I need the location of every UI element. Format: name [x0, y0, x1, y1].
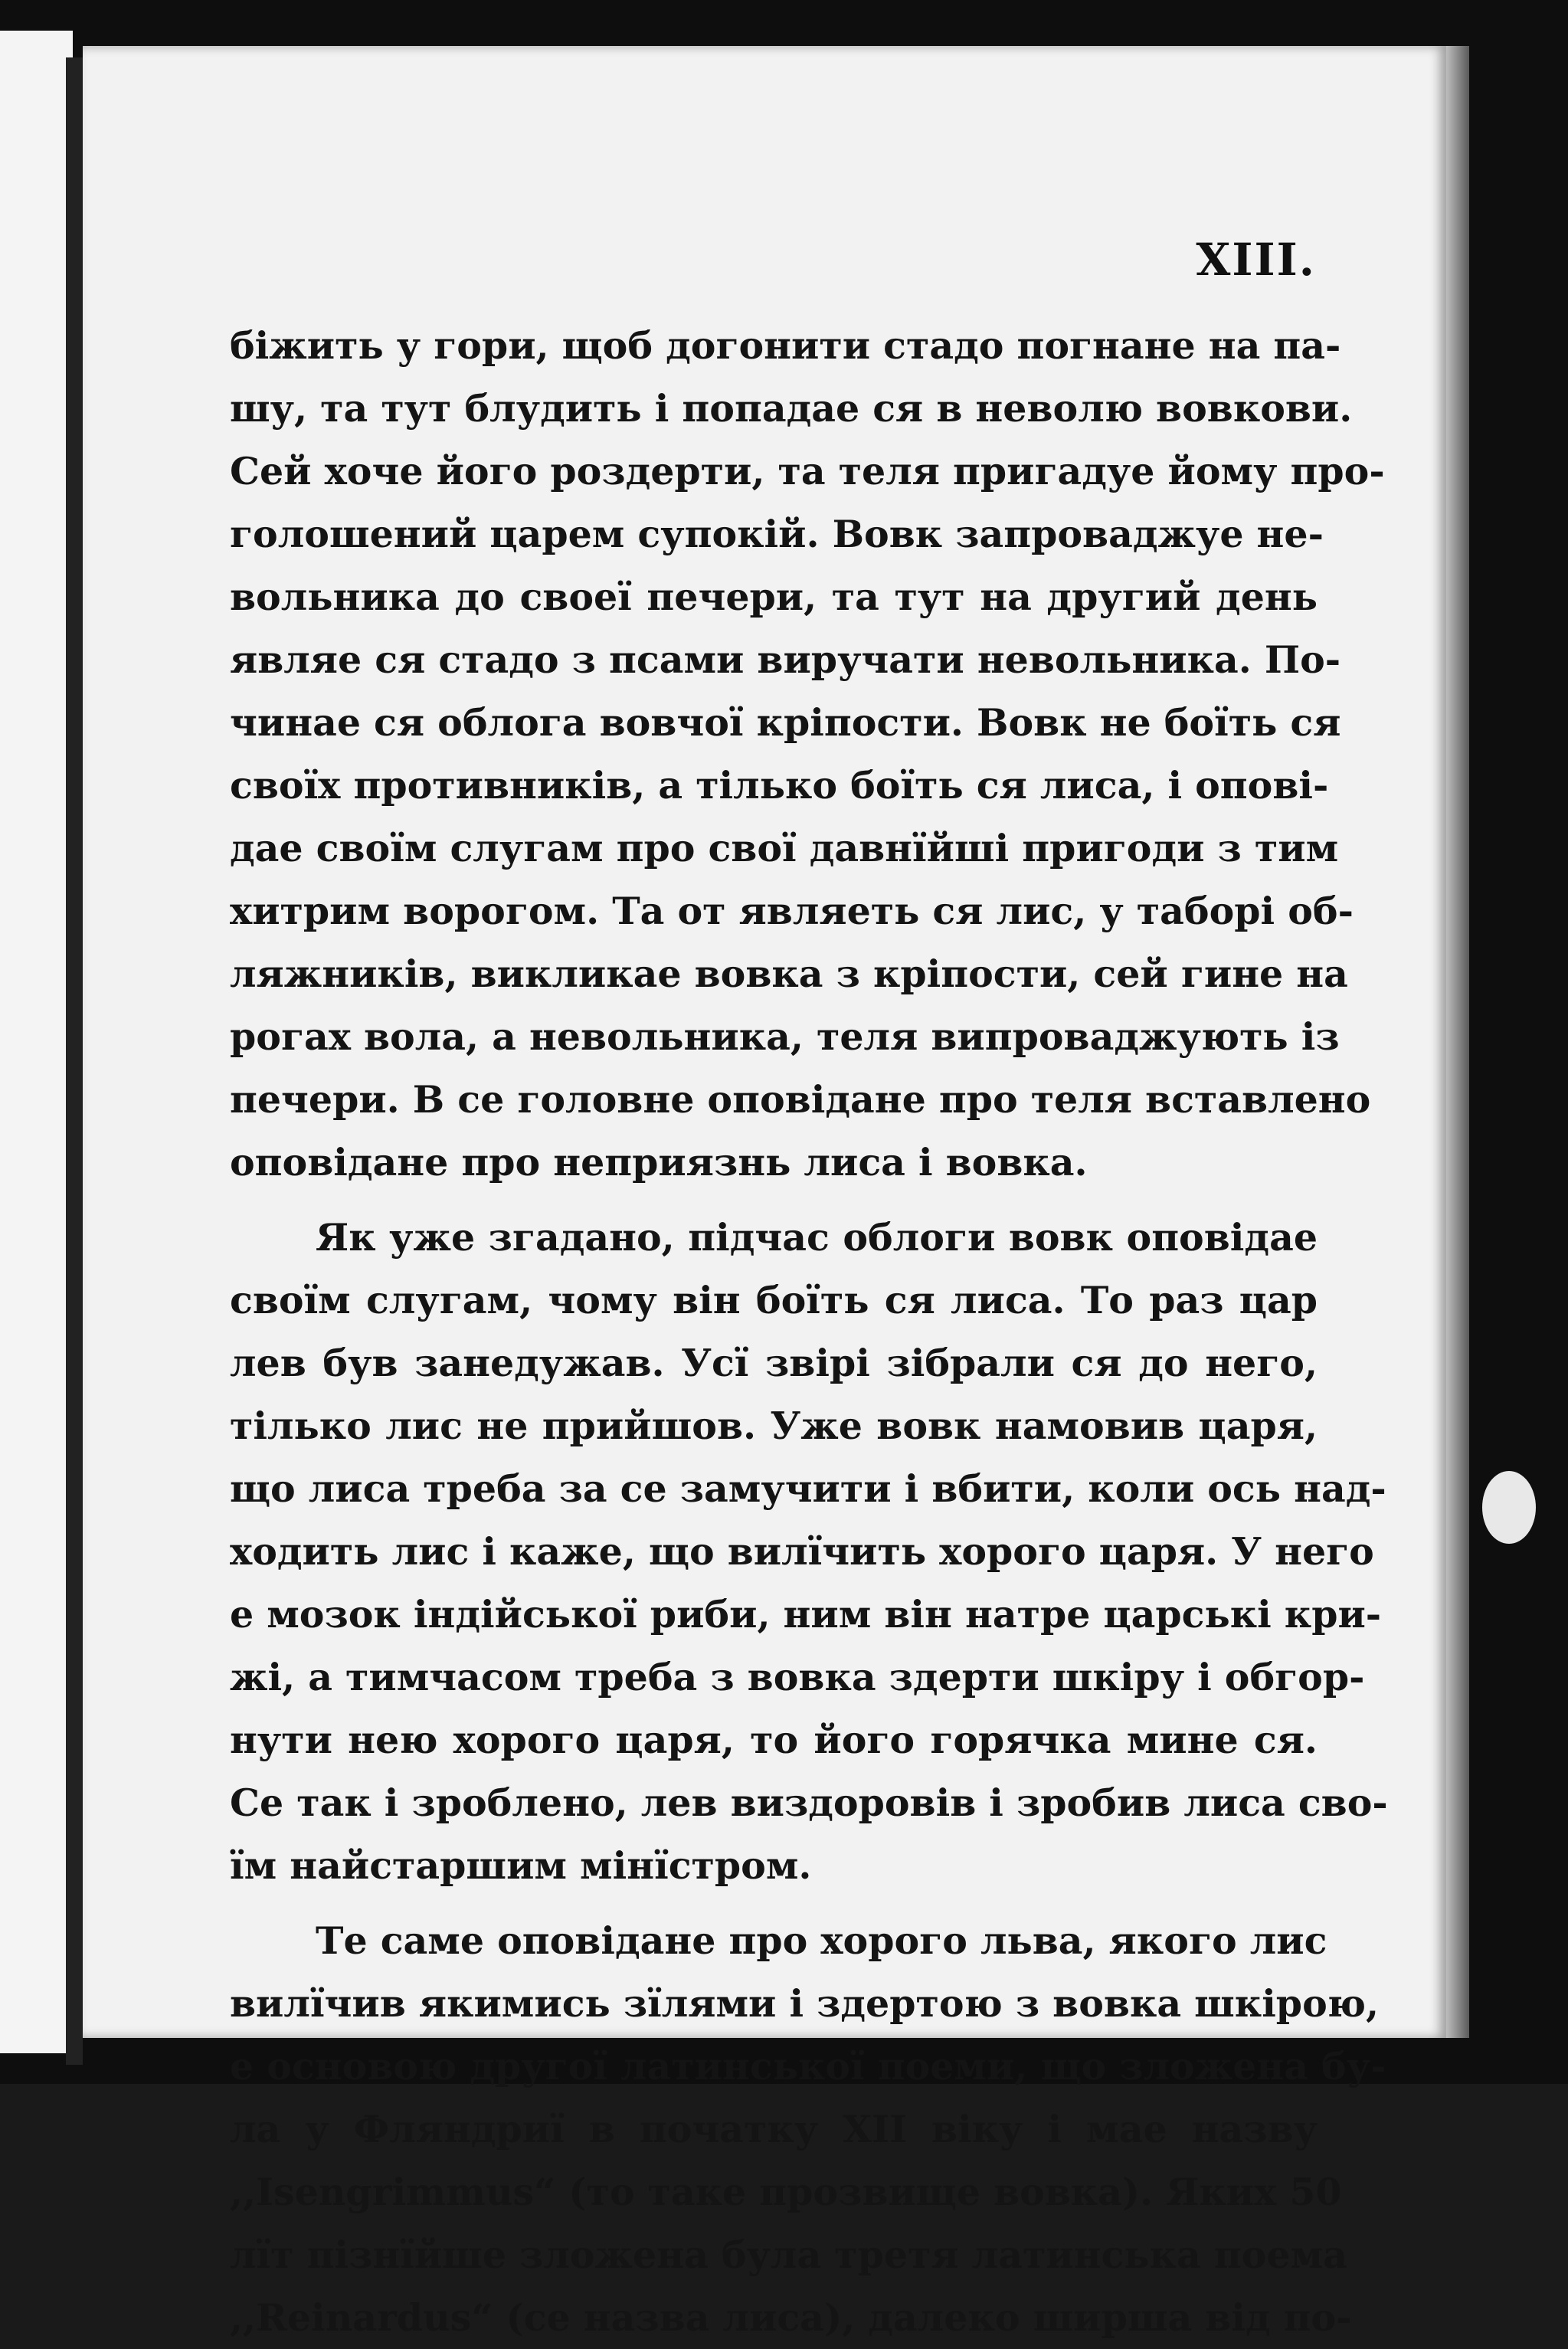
text-line: е основою другої латинської поеми, що зложена бу- [230, 2044, 1386, 2089]
paragraph-gap [230, 1194, 1318, 1206]
text-line: Як уже згадано, підчас облоги вовк оповідае [316, 1215, 1318, 1260]
text-line: Се так і зроблено, лев виздоровів і зробив лиса сво- [230, 1781, 1388, 1825]
text-line: ,,Isengrimmus“ (то таке прозвище вовка). Яких 50 [230, 2170, 1342, 2214]
paragraph-gap [230, 1897, 1318, 1909]
text-line: хитрим ворогом. Та от являеть ся лис, у таборі об- [230, 889, 1354, 933]
text-line: нути нею хорого царя, то його горячка мине ся. [230, 1718, 1318, 1762]
text-line: вольника до своеї печери, та тут на другий день [230, 575, 1318, 619]
text-line: що лиса треба за се замучити і вбити, коли ось над- [230, 1466, 1386, 1511]
text-line: ходить лис і каже, що вилїчить хорого царя. У него [230, 1529, 1374, 1574]
text-line: оповідане про неприязнь лиса і вовка. [230, 1140, 1088, 1184]
page-number: XIII. [1196, 234, 1316, 286]
facing-page-edge [0, 31, 73, 2053]
text-line: ляжників, викликае вовка з кріпости, сей гине на [230, 952, 1348, 996]
text-line: чинае ся облога вовчої кріпости. Вовк не боїть ся [230, 700, 1341, 745]
text-line: ,,Reinardus“ (се назва лиса), далеко ширша від по- [230, 2295, 1352, 2340]
text-line: дае своїм слугам про свої давнїйші пригоди з тим [230, 826, 1339, 870]
text-line: являе ся стадо з псами виручати невольника. По- [230, 637, 1341, 682]
text-line: своїм слугам, чому він боїть ся лиса. То раз цар [230, 1278, 1318, 1322]
text-line: вилїчив якимись зїлями і здертою з вовка шкірою, [230, 1981, 1380, 2026]
page-edge-shadow [1446, 46, 1469, 2038]
text-line: рогах вола, а невольника, теля випроваджують із [230, 1014, 1340, 1059]
text-line: своїх противників, а тілько боїть ся лиса, і опові- [230, 763, 1329, 808]
text-line: тілько лис не прийшов. Уже вовк намовив царя, [230, 1404, 1318, 1448]
text-line: біжить у гори, щоб догонити стадо погнане на па- [230, 323, 1341, 368]
text-line: лїт пізнїйше зложена була третя латинська поема [230, 2233, 1347, 2277]
text-line: Те саме оповідане про хорого льва, якого лис [316, 1918, 1327, 1963]
scan-speck [1482, 1471, 1536, 1544]
text-line: голошений царем супокій. Вовк запроваджуе не- [230, 512, 1324, 556]
text-line: Сей хоче його роздерти, та теля пригадуе йому про- [230, 449, 1385, 493]
body-text [230, 314, 1388, 2349]
text-line: е мозок індійської риби, ним він натре царські кри- [230, 1592, 1382, 1636]
text-line: печери. В се головне оповідане про теля вставлено [230, 1077, 1371, 1122]
text-line: шу, та тут блудить і попадае ся в неволю вовкови. [230, 386, 1353, 431]
text-line: їм найстаршим мінїстром. [230, 1843, 812, 1888]
book-gutter [66, 57, 83, 2065]
text-line: жі, а тимчасом треба з вовка здерти шкіру і обгор- [230, 1655, 1365, 1699]
text-line: ла у Фляндриї в початку XII віку і мае назву [230, 2107, 1318, 2151]
text-line: лев був занедужав. Усї звірі зібрали ся до него, [230, 1341, 1318, 1385]
